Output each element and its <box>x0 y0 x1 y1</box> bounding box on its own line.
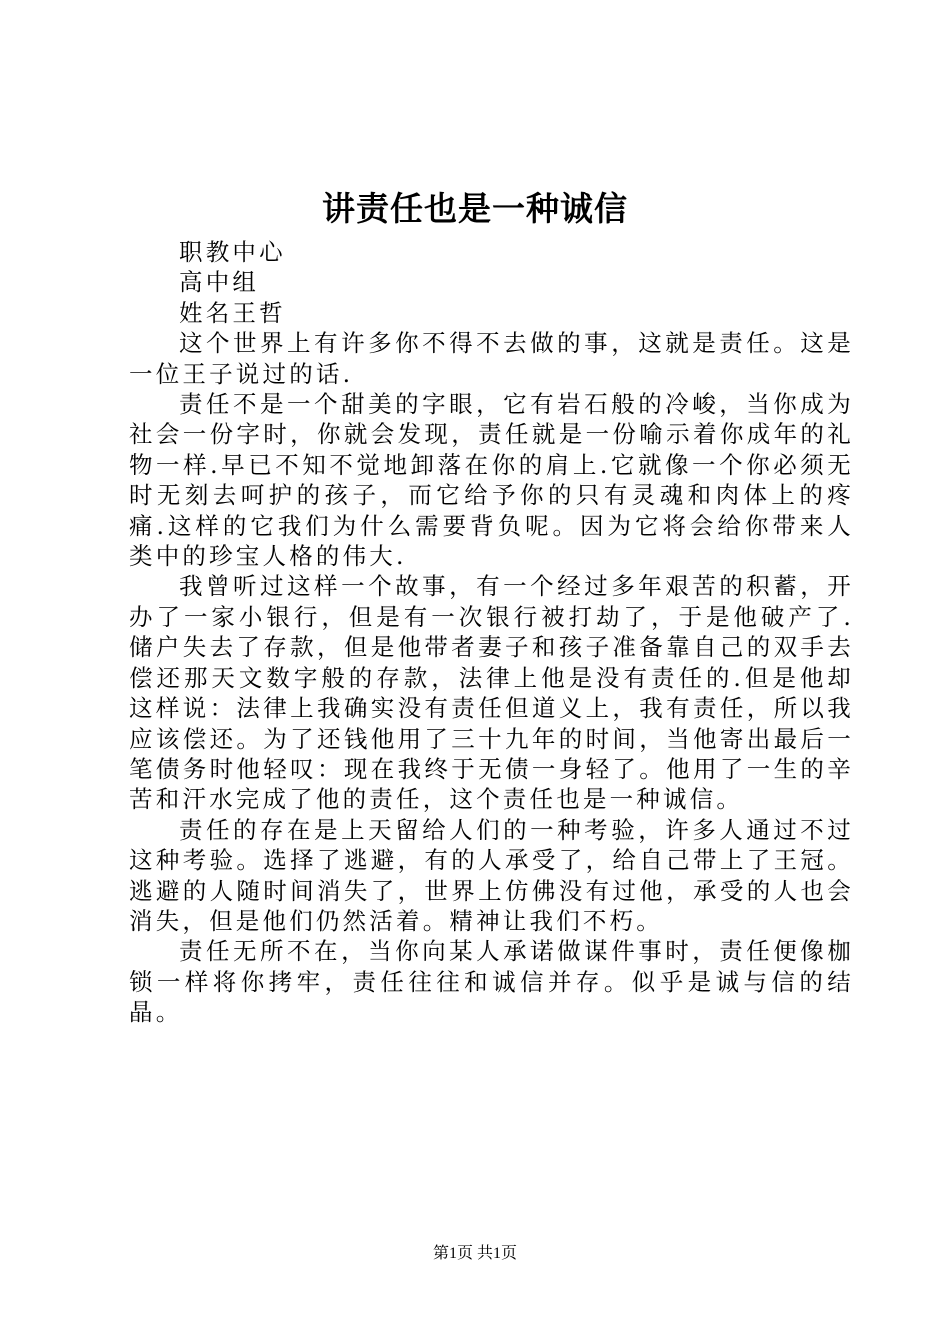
paragraph-4: 责任的存在是上天留给人们的一种考验，许多人通过不过这种考验。选择了逃避，有的人承受了，给自己带上了王冠。逃避的人随时间消失了，世界上仿佛没有过他，承受的人也会消失，但是他们仍然活着。精神让我们不朽。 <box>129 815 854 935</box>
document-title: 讲责任也是一种诚信 <box>322 189 628 228</box>
department-line: 职教中心 <box>179 238 286 266</box>
group-line: 高中组 <box>179 268 260 297</box>
paragraph-3: 我曾听过这样一个故事，有一个经过多年艰苦的积蓄，开办了一家小银行，但是有一次银行被打劫了，于是他破产了.储户失去了存款，但是他带者妻子和孩子准备靠自己的双手去偿还那天文数字般的存款，法律上他是没有责任的.但是他却这样说：法律上我确实没有责任但道义上，我有责任，所以我应该偿还。为了还钱他用了三十九年的时间，当他寄出最后一笔债务时他轻叹：现在我终于无债一身轻了。他用了一生的辛苦和汗水完成了他的责任，这个责任也是一种诚信。 <box>129 572 854 814</box>
paragraph-1: 这个世界上有许多你不得不去做的事，这就是责任。这是一位王子说过的话. <box>129 329 854 388</box>
document-body <box>129 237 854 1028</box>
paragraph-2: 责任不是一个甜美的字眼，它有岩石般的冷峻，当你成为社会一份字时，你就会发现，责任就是一份喻示着你成年的礼物一样.早已不知不觉地卸落在你的肩上.它就像一个你必须无时无刻去呵护的孩子，而它给予你的只有灵魂和肉体上的疼痛.这样的它我们为什么需要背负呢。因为它将会给你带来人类中的珍宝人格的伟大. <box>129 390 854 571</box>
author-line: 姓名王哲 <box>179 298 286 327</box>
paragraph-5: 责任无所不在，当你向某人承诺做谋件事时，责任便像枷锁一样将你拷牢，责任往往和诚信并存。似乎是诚与信的结晶。 <box>129 937 854 1027</box>
page-footer: 第1页 共1页 <box>432 1245 517 1262</box>
